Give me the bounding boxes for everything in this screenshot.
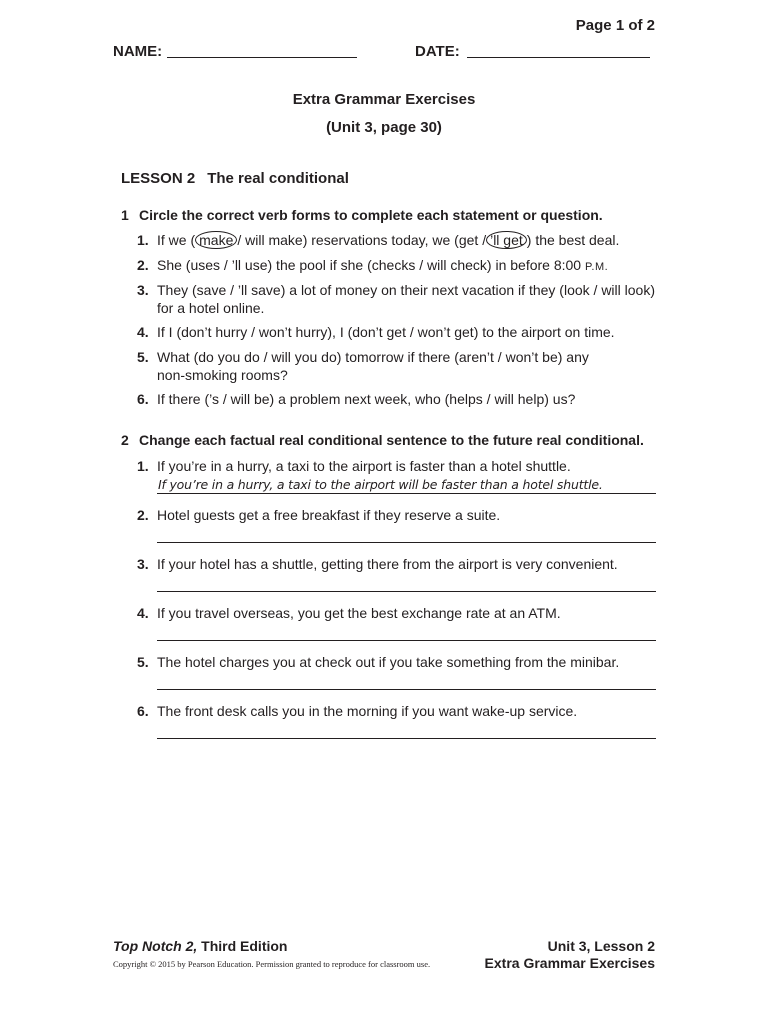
item-number: 4. — [137, 605, 149, 621]
item-number: 2. — [137, 257, 149, 273]
item-number: 3. — [137, 556, 149, 572]
lesson-label: LESSON 2 — [121, 170, 196, 187]
item-number: 1. — [137, 232, 149, 248]
exercise2-instruction-text: Change each factual real conditional sentence to the future real conditional. — [139, 432, 644, 448]
answer-line[interactable] — [157, 591, 656, 592]
item-text: Hotel guests get a free breakfast if they reserve a suite. — [157, 507, 501, 523]
lesson-heading — [121, 170, 349, 187]
date-blank-line[interactable] — [467, 57, 650, 58]
item-number: 4. — [137, 324, 149, 340]
handwritten-answer: If you’re in a hurry, a taxi to the airport will be faster than a hotel shuttle. — [158, 477, 603, 492]
name-label: NAME: — [113, 43, 163, 60]
item-text: If your hotel has a shuttle, getting there from the airport is very convenient. — [157, 556, 618, 572]
circled-answer: ’ll get — [486, 231, 527, 249]
exercise2-item-2 — [137, 506, 657, 524]
item-number: 1. — [137, 458, 149, 474]
answer-line[interactable] — [157, 738, 656, 739]
item-text — [157, 256, 657, 276]
unit-lesson-label: Unit 3, Lesson 2 — [547, 938, 655, 954]
exercise2-instruction — [121, 432, 644, 448]
item-text — [157, 231, 657, 249]
item-text-part: / will make) reservations today, we (get / — [237, 232, 487, 248]
item-number: 5. — [137, 349, 149, 365]
exercise2-item-3 — [137, 555, 657, 573]
book-title-italic: Top Notch 2, — [113, 938, 198, 954]
item-text: If you’re in a hurry, a taxi to the airport is faster than a hotel shuttle. — [157, 458, 571, 474]
worksheet-subtitle: (Unit 3, page 30) — [326, 119, 442, 136]
exercise1-item-2 — [137, 256, 657, 276]
item-number: 5. — [137, 654, 149, 670]
time-abbreviation: P.M. — [584, 261, 609, 273]
exercise1-instruction — [121, 207, 603, 223]
circled-answer: make — [195, 231, 237, 249]
answer-line[interactable] — [157, 542, 656, 543]
exercise2-number: 2 — [121, 432, 129, 448]
book-edition: Third Edition — [197, 938, 288, 954]
item-text-part: If we ( — [157, 232, 196, 248]
item-text-part: She (uses / ’ll use) the pool if she (checks / will check) in before 8:00 — [157, 257, 585, 273]
copyright-notice: Copyright © 2015 by Pearson Education. Permission granted to reproduce for classroom use. — [113, 959, 431, 969]
page-number: Page 1 of 2 — [575, 17, 655, 34]
exercise2-item-5 — [137, 653, 657, 671]
exercise1-item-3 — [137, 281, 657, 317]
exercise1-item-4 — [137, 323, 657, 341]
item-text-part: ) the best deal. — [526, 232, 620, 248]
date-label: DATE: — [415, 43, 460, 60]
answer-line[interactable] — [157, 689, 656, 690]
name-blank-line[interactable] — [167, 57, 357, 58]
book-title — [113, 938, 287, 954]
item-number: 3. — [137, 282, 149, 298]
item-number: 6. — [137, 391, 149, 407]
item-text: What (do you do / will you do) tomorrow if there (aren’t / won’t be) any non-smoking rooms? — [157, 349, 589, 383]
exercise1-item-5 — [137, 348, 607, 384]
section-label: Extra Grammar Exercises — [484, 955, 655, 971]
answer-line[interactable] — [157, 640, 656, 641]
item-text: If I (don’t hurry / won’t hurry), I (don’t get / won’t get) to the airport on time. — [157, 324, 615, 340]
item-text: If there (’s / will be) a problem next week, who (helps / will help) us? — [157, 391, 576, 407]
lesson-title: The real conditional — [207, 170, 349, 187]
item-text: The hotel charges you at check out if you take something from the minibar. — [157, 654, 620, 670]
item-number: 2. — [137, 507, 149, 523]
item-number: 6. — [137, 703, 149, 719]
exercise1-instruction-text: Circle the correct verb forms to complete each statement or question. — [139, 207, 603, 223]
exercise1-number: 1 — [121, 207, 129, 223]
exercise1-item-1 — [137, 231, 657, 249]
exercise2-item-1 — [137, 457, 657, 475]
exercise2-item-6 — [137, 702, 657, 720]
exercise1-item-6 — [137, 390, 657, 408]
exercise2-item-4 — [137, 604, 657, 622]
worksheet-title: Extra Grammar Exercises — [292, 91, 476, 108]
item-text: The front desk calls you in the morning if you want wake-up service. — [157, 703, 578, 719]
answer-line[interactable] — [157, 493, 656, 494]
item-text: They (save / ’ll save) a lot of money on their next vacation if they (look / will look) for a hotel online. — [157, 282, 655, 316]
item-text: If you travel overseas, you get the best exchange rate at an ATM. — [157, 605, 561, 621]
